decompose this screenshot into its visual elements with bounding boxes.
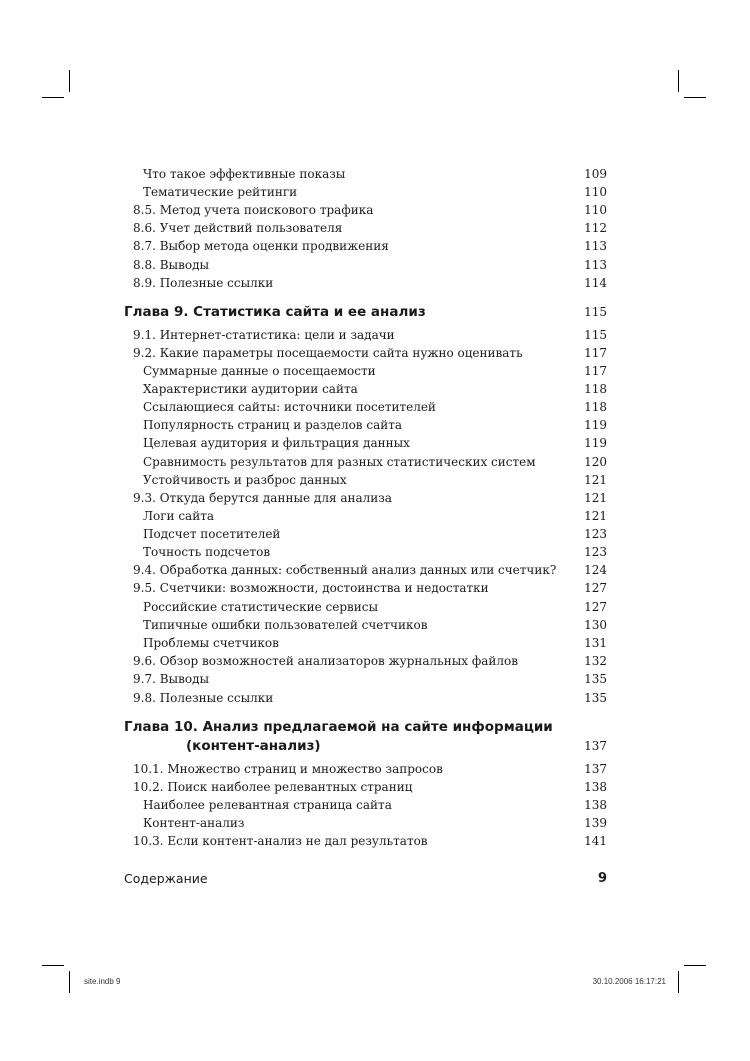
toc-subsection-row <box>124 814 607 832</box>
toc-subsection-row <box>124 525 607 543</box>
toc-entry-title: 8.5. Метод учета поискового трафика <box>133 203 374 217</box>
toc-entry-title: 9.8. Полезные ссылки <box>133 691 274 705</box>
toc-entry-title: Глава 9. Статистика сайта и ее анализ <box>124 304 426 320</box>
toc-entry-page: 119 <box>584 418 607 432</box>
toc-section-row <box>124 561 607 579</box>
toc-entry-title: Популярность страниц и разделов сайта <box>143 418 403 432</box>
slug-timestamp: 30.10.2006 16:17:21 <box>592 977 666 986</box>
toc-entry-page: 135 <box>584 672 607 686</box>
toc-entry-title: Устойчивость и разброс данных <box>143 473 347 487</box>
toc-subsection-row <box>124 165 607 183</box>
toc-entry-page: 121 <box>584 473 607 487</box>
crop-mark-bottom-left-h <box>42 965 64 966</box>
crop-mark-top-left-v <box>69 70 70 92</box>
toc-entry-title: 9.3. Откуда берутся данные для анализа <box>133 491 392 505</box>
toc-subsection-row <box>124 453 607 471</box>
toc-entry-title: 10.2. Поиск наиболее релевантных страниц <box>133 780 413 794</box>
toc-entry-title: Подсчет посетителей <box>143 527 281 541</box>
toc-entry-title: Целевая аудитория и фильтрация данных <box>143 436 410 450</box>
toc-entry-title: Ссылающиеся сайты: источники посетителей <box>143 400 436 414</box>
toc-section-row <box>124 201 607 219</box>
toc-entry-title: Что такое эффективные показы <box>143 167 346 181</box>
toc-section-row <box>124 579 607 597</box>
toc-entry-page: 131 <box>584 636 607 650</box>
toc-chapter-heading <box>124 737 607 755</box>
toc-entry-page: 117 <box>584 346 607 360</box>
toc-entry-page: 110 <box>584 185 607 199</box>
toc-entry-title: 8.6. Учет действий пользователя <box>133 221 343 235</box>
toc-subsection-row <box>124 471 607 489</box>
toc-entry-title: 9.4. Обработка данных: собственный анализ данных или счетчик? <box>133 563 557 577</box>
toc-section-row <box>124 344 607 362</box>
toc-entry-page: 124 <box>584 563 607 577</box>
toc-entry-page: 118 <box>584 400 607 414</box>
footer-page-number: 9 <box>597 871 607 886</box>
toc-entry-page: 110 <box>584 203 607 217</box>
toc-subsection-row <box>124 434 607 452</box>
toc-section-row <box>124 274 607 292</box>
crop-mark-bottom-right-h <box>684 965 706 966</box>
toc-entry-title: 9.2. Какие параметры посещаемости сайта нужно оценивать <box>133 346 523 360</box>
page-footer <box>124 871 607 891</box>
toc-entry-page: 118 <box>584 382 607 396</box>
toc-section-row <box>124 219 607 237</box>
toc-section-row <box>124 689 607 707</box>
toc-entry-page: 123 <box>584 527 607 541</box>
toc-entry-page: 115 <box>584 305 607 319</box>
toc-chapter-heading <box>124 718 607 736</box>
toc-subsection-row <box>124 543 607 561</box>
toc-entry-page: 138 <box>584 780 607 794</box>
toc-entry-title: 9.1. Интернет-статистика: цели и задачи <box>133 328 395 342</box>
toc-entry-page: 120 <box>584 455 607 469</box>
toc-entry-page: 112 <box>584 221 607 235</box>
toc-subsection-row <box>124 398 607 416</box>
toc-entry-title: 9.5. Счетчики: возможности, достоинства и недостатки <box>133 581 489 595</box>
toc-entry-page: 132 <box>584 654 607 668</box>
toc-entry-title: (контент-анализ) <box>186 738 321 754</box>
toc-entry-page: 138 <box>584 798 607 812</box>
toc-entry-title: Тематические рейтинги <box>143 185 298 199</box>
toc-entry-page: 121 <box>584 491 607 505</box>
toc-subsection-row <box>124 616 607 634</box>
toc-section-row <box>124 326 607 344</box>
crop-mark-bottom-left-v <box>69 971 70 993</box>
toc-entry-title: Наиболее релевантная страница сайта <box>143 798 392 812</box>
toc-entry-title: Сравнимость результатов для разных статистических систем <box>143 455 536 469</box>
toc-subsection-row <box>124 416 607 434</box>
toc-entry-title: Логи сайта <box>143 509 215 523</box>
toc-entry-title: Глава 10. Анализ предлагаемой на сайте информации <box>124 719 553 735</box>
toc-entry-title: 10.3. Если контент-анализ не дал результатов <box>133 834 428 848</box>
toc-entry-page: 119 <box>584 436 607 450</box>
crop-mark-bottom-right-v <box>678 971 679 993</box>
toc-section-row <box>124 256 607 274</box>
toc-section-row <box>124 237 607 255</box>
toc-subsection-row <box>124 796 607 814</box>
toc-section-row <box>124 778 607 796</box>
toc-entry-page: 113 <box>584 239 607 253</box>
toc-entry-page: 113 <box>584 258 607 272</box>
toc-entry-page: 114 <box>584 276 607 290</box>
crop-mark-top-right-v <box>678 70 679 92</box>
toc-entry-page: 127 <box>584 581 607 595</box>
toc-entry-title: Российские статистические сервисы <box>143 600 379 614</box>
toc-subsection-row <box>124 362 607 380</box>
toc-entry-page: 127 <box>584 600 607 614</box>
toc-section-row <box>124 670 607 688</box>
toc-subsection-row <box>124 380 607 398</box>
toc-entry-title: Контент-анализ <box>143 816 245 830</box>
toc-subsection-row <box>124 634 607 652</box>
toc-entry-page: 130 <box>584 618 607 632</box>
toc-entry-title: Проблемы счетчиков <box>143 636 279 650</box>
toc-entry-page: 137 <box>584 762 607 776</box>
toc-entry-title: 9.7. Выводы <box>133 672 210 686</box>
toc-entry-page: 135 <box>584 691 607 705</box>
toc-entry-title: 8.8. Выводы <box>133 258 210 272</box>
footer-section-title: Содержание <box>124 871 208 886</box>
toc-entry-page: 121 <box>584 509 607 523</box>
toc-entry-title: Характеристики аудитории сайта <box>143 382 358 396</box>
toc-subsection-row <box>124 183 607 201</box>
toc-entry-page: 141 <box>584 834 607 848</box>
toc-subsection-row <box>124 598 607 616</box>
toc-entry-page: 117 <box>584 364 607 378</box>
toc-entry-title: 9.6. Обзор возможностей анализаторов журнальных файлов <box>133 654 518 668</box>
toc-entry-title: Типичные ошибки пользователей счетчиков <box>143 618 428 632</box>
toc-entry-page: 139 <box>584 816 607 830</box>
toc-entry-page: 137 <box>584 739 607 753</box>
toc-entry-title: 10.1. Множество страниц и множество запросов <box>133 762 443 776</box>
toc-chapter-heading <box>124 303 607 321</box>
toc-section-row <box>124 832 607 850</box>
crop-mark-top-left-h <box>42 97 64 98</box>
toc-subsection-row <box>124 507 607 525</box>
crop-mark-top-right-h <box>684 97 706 98</box>
toc-section-row <box>124 652 607 670</box>
toc-entry-page: 123 <box>584 545 607 559</box>
toc-entry-page: 115 <box>584 328 607 342</box>
toc-entry-title: Точность подсчетов <box>143 545 271 559</box>
toc-section-row <box>124 489 607 507</box>
toc-section-row <box>124 760 607 778</box>
toc-entry-page: 109 <box>584 167 607 181</box>
toc-entry-title: 8.9. Полезные ссылки <box>133 276 274 290</box>
slug-file-name: site.indb 9 <box>84 977 121 986</box>
toc-entry-title: 8.7. Выбор метода оценки продвижения <box>133 239 389 253</box>
toc-entry-title: Суммарные данные о посещаемости <box>143 364 376 378</box>
